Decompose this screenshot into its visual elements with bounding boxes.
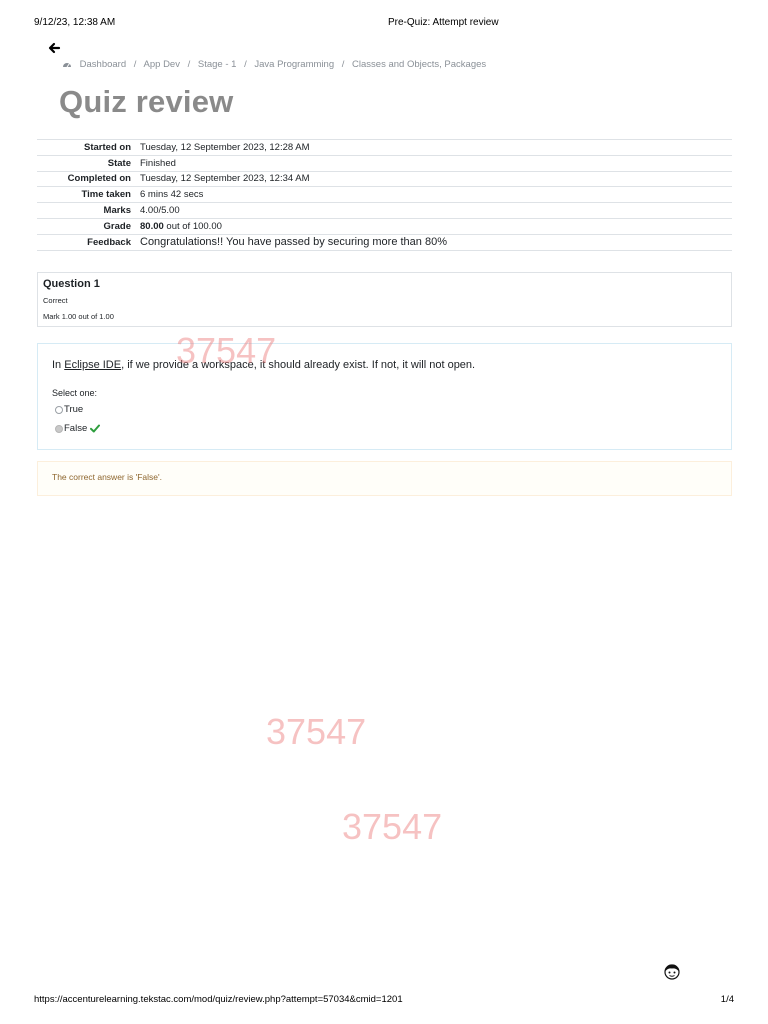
right-answer-text: The correct answer is 'False'.: [52, 472, 163, 482]
summary-row-completed: [37, 171, 732, 187]
select-one-prompt: Select one:: [52, 388, 98, 398]
question-info-box: [37, 272, 732, 327]
question-text-prefix: In: [52, 359, 65, 371]
watermark: 37547: [176, 330, 277, 371]
summary-value: Congratulations!! You have passed by securing more than 80%: [140, 236, 447, 249]
arrow-left-icon[interactable]: [47, 41, 61, 55]
breadcrumb-separator: /: [341, 59, 345, 70]
summary-row-grade: [37, 218, 732, 234]
summary-label: Marks: [103, 205, 131, 217]
breadcrumb-separator: /: [133, 59, 137, 70]
answer-option-false[interactable]: [55, 423, 100, 434]
summary-label: Grade: [103, 220, 131, 232]
summary-label: Feedback: [87, 236, 131, 248]
chat-avatar-icon[interactable]: [663, 962, 681, 980]
right-answer-box: [37, 461, 732, 496]
question-number: Question 1: [43, 278, 100, 290]
page-counter: 1/4: [720, 994, 734, 1005]
breadcrumb-item-java-programming[interactable]: Java Programming: [254, 59, 335, 70]
breadcrumb-separator: /: [244, 59, 247, 70]
answer-option-label: True: [64, 404, 84, 415]
breadcrumb-item-app-dev[interactable]: App Dev: [143, 59, 180, 70]
page-title: Quiz review: [59, 84, 234, 119]
summary-row-marks: [37, 203, 732, 219]
question-formulation: [37, 343, 732, 450]
summary-row-time-taken: [37, 187, 732, 203]
summary-row-feedback: [37, 234, 732, 250]
summary-row-state: [37, 155, 732, 171]
summary-value: Finished: [140, 157, 176, 169]
summary-label: Started on: [84, 141, 131, 153]
watermark: 37547: [342, 806, 443, 847]
print-page-title: Pre-Quiz: Attempt review: [388, 17, 499, 28]
summary-row-started: [37, 140, 732, 156]
grade-value: 80.00: [140, 220, 164, 232]
attempt-summary-table: [37, 139, 732, 251]
radio-button[interactable]: [55, 406, 63, 414]
summary-value: [140, 218, 732, 234]
dashboard-icon: [62, 60, 72, 68]
summary-label: State: [107, 157, 131, 169]
summary-value: 4.00/5.00: [140, 205, 180, 217]
page-url: https://accenturelearning.tekstac.com/mod/quiz/review.php?attempt=57034&cmid=1201: [34, 994, 403, 1005]
watermark: 37547: [266, 711, 367, 752]
breadcrumb-item-classes-objects[interactable]: Classes and Objects, Packages: [352, 59, 487, 70]
answer-option-true[interactable]: [55, 404, 83, 415]
question-mark: Mark 1.00 out of 1.00: [43, 312, 114, 321]
summary-label: Completed on: [67, 173, 131, 185]
print-datetime: 9/12/23, 12:38 AM: [34, 17, 116, 28]
check-icon: [90, 424, 100, 433]
answer-option-label: False: [64, 423, 88, 434]
radio-button-selected[interactable]: [55, 425, 63, 433]
breadcrumb-separator: /: [187, 59, 191, 70]
grade-out-of: out of 100.00: [163, 220, 222, 232]
question-text-suffix: , if we provide a workspace, it should already exist. If not, it will not open.: [121, 359, 476, 371]
breadcrumb: [62, 59, 486, 70]
breadcrumb-item-dashboard[interactable]: Dashboard: [79, 59, 127, 70]
summary-label: Time taken: [81, 189, 131, 201]
breadcrumb-item-stage-1[interactable]: Stage - 1: [197, 59, 237, 70]
question-state: Correct: [43, 296, 68, 305]
print-header: [34, 17, 734, 31]
summary-value: Tuesday, 12 September 2023, 12:28 AM: [140, 141, 310, 153]
question-text-term: Eclipse IDE: [64, 359, 122, 371]
summary-value: 6 mins 42 secs: [140, 189, 204, 201]
summary-value: Tuesday, 12 September 2023, 12:34 AM: [140, 173, 310, 185]
